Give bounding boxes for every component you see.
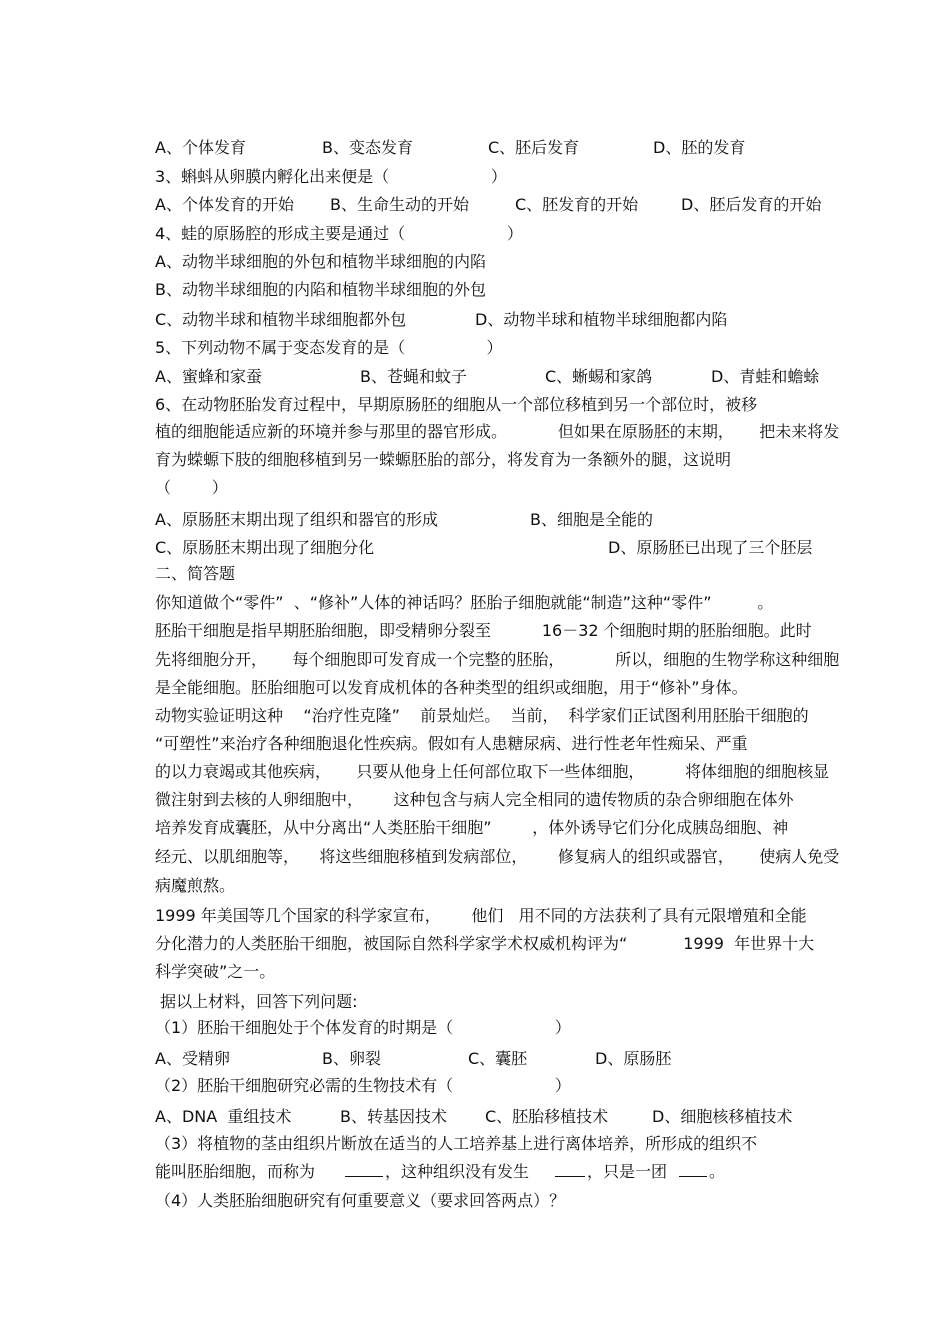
q6-options-ab <box>155 510 865 530</box>
q5-option-d: D、青蛙和蟾蜍 <box>711 367 820 386</box>
sq3-text-d: 。 <box>709 1162 726 1181</box>
q5-option-b: B、苍蝇和蚊子 <box>360 367 467 386</box>
sq3-text-c: ，只是一团 <box>587 1162 668 1181</box>
q4-stem: 4、蛙的原肠腔的形成主要是通过（ ） <box>155 224 523 243</box>
passage-line: 先将细胞分开， 每个细胞即可发育成一个完整的胚胎， 所以，细胞的生物学称这种细胞 <box>155 650 840 669</box>
sq2-option-d: D、细胞核移植技术 <box>652 1107 793 1126</box>
q6-options-cd <box>155 538 865 558</box>
sq2-stem: （2）胚胎干细胞研究必需的生物技术有（ ） <box>155 1076 571 1095</box>
q2-options <box>155 138 865 158</box>
passage-line: 胚胎干细胞是指早期胚胎细胞，即受精卵分裂至 16－32 个细胞时期的胚胎细胞。此时 <box>155 621 812 640</box>
q3-option-b: B、生命生动的开始 <box>330 195 469 214</box>
sq2-option-a: A、DNA 重组技术 <box>155 1107 292 1126</box>
passage2-line: 1999 年美国等几个国家的科学家宣布， 他们 用不同的方法获利了具有元限增殖和全能 <box>155 906 807 925</box>
q2-option-a: A、个体发育 <box>155 138 246 157</box>
q5-stem: 5、下列动物不属于变态发育的是（ ） <box>155 338 503 357</box>
passage-line: “可塑性”来治疗各种细胞退化性疾病。假如有人患糖尿病、进行性老年性痴呆、严重 <box>155 734 748 753</box>
sq1-option-a: A、受精卵 <box>155 1049 230 1068</box>
sq3-line-2 <box>155 1162 865 1182</box>
sq1-option-c: C、囊胚 <box>468 1049 528 1068</box>
sq2-option-b: B、转基因技术 <box>340 1107 447 1126</box>
sq3-blank-1[interactable] <box>345 1162 383 1182</box>
sq2-options <box>155 1107 865 1127</box>
passage-line: 你知道做个“零件” 、“修补”人体的神话吗？胚胎子细胞就能“制造”这种“零件” 。 <box>155 593 774 612</box>
questions-prompt: 据以上材料，回答下列问题: <box>155 992 358 1011</box>
q6-option-b: B、细胞是全能的 <box>530 510 653 529</box>
q2-option-c: C、胚后发育 <box>488 138 580 157</box>
sq3-line-1: （3）将植物的茎由组织片断放在适当的人工培养基上进行离体培养，所形成的组织不 <box>155 1134 758 1153</box>
q4-option-b: B、动物半球细胞的内陷和植物半球细胞的外包 <box>155 280 486 299</box>
q5-option-c: C、蜥蜴和家鸽 <box>545 367 653 386</box>
passage-line: 是全能细胞。胚胎细胞可以发育成机体的各种类型的组织或细胞，用于“修补”身体。 <box>155 678 748 697</box>
q4-option-a: A、动物半球细胞的外包和植物半球细胞的内陷 <box>155 252 486 271</box>
sq3-blank-3[interactable] <box>679 1162 707 1182</box>
q3-option-d: D、胚后发育的开始 <box>681 195 822 214</box>
section-heading: 二、简答题 <box>155 564 236 583</box>
q3-options <box>155 195 865 215</box>
q4-options-cd <box>155 310 865 330</box>
q6-option-c: C、原肠胚末期出现了细胞分化 <box>155 538 375 557</box>
q3-stem: 3、蝌蚪从卵膜内孵化出来便是（ ） <box>155 167 507 186</box>
sq1-option-b: B、卵裂 <box>322 1049 381 1068</box>
q2-option-b: B、变态发育 <box>322 138 413 157</box>
q3-option-c: C、胚发育的开始 <box>515 195 639 214</box>
q5-option-a: A、蜜蜂和家蚕 <box>155 367 262 386</box>
passage-line: 的以力衰竭或其他疾病， 只要从他身上任何部位取下一些体细胞， 将体细胞的细胞核显 <box>155 762 830 781</box>
sq1-option-d: D、原肠胚 <box>595 1049 672 1068</box>
q3-option-a: A、个体发育的开始 <box>155 195 294 214</box>
sq1-options <box>155 1049 865 1069</box>
q5-options <box>155 367 865 387</box>
sq3-blank-2[interactable] <box>555 1162 585 1182</box>
passage-line: 病魔煎熬。 <box>155 876 236 895</box>
sq1-stem: （1）胚胎干细胞处于个体发育的时期是（ ） <box>155 1018 571 1037</box>
q6-answer-bracket: （ ） <box>155 478 228 497</box>
q6-line-3: 育为蝾螈下肢的细胞移植到另一蝾螈胚胎的部分，将发育为一条额外的腿，这说明 <box>155 450 732 469</box>
passage-line: 动物实验证明这种 “治疗性克隆” 前景灿烂。 当前， 科学家们正试图利用胚胎干细胞的 <box>155 706 809 725</box>
passage-line: 培养发育成囊胚，从中分离出“人类胚胎干细胞” ，体外诱导它们分化成胰岛细胞、神 <box>155 818 789 837</box>
sq3-text-a: 能叫胚胎细胞，而称为 <box>155 1162 316 1181</box>
q6-option-a: A、原肠胚末期出现了组织和器官的形成 <box>155 510 438 529</box>
passage-line: 经元、以肌细胞等， 将这些细胞移植到发病部位， 修复病人的组织或器官， 使病人免受 <box>155 847 840 866</box>
q6-line-1: 6、在动物胚胎发育过程中，早期原肠胚的细胞从一个部位移植到另一个部位时，被移 <box>155 395 758 414</box>
passage2-line: 分化潜力的人类胚胎干细胞，被国际自然科学家学术权威机构评为“ 1999 年世界十大 <box>155 934 815 953</box>
sq3-text-b: ，这种组织没有发生 <box>385 1162 530 1181</box>
sq4-stem: （4）人类胚胎细胞研究有何重要意义（要求回答两点）？ <box>155 1191 566 1210</box>
sq2-option-c: C、胚胎移植技术 <box>485 1107 609 1126</box>
q4-option-d: D、动物半球和植物半球细胞都内陷 <box>475 310 728 329</box>
q6-line-2: 植的细胞能适应新的环境并参与那里的器官形成。 但如果在原肠胚的末期， 把未来将发 <box>155 422 840 441</box>
passage-line: 微注射到去核的人卵细胞中， 这种包含与病人完全相同的遗传物质的杂合卵细胞在体外 <box>155 790 794 809</box>
q6-option-d: D、原肠胚已出现了三个胚层 <box>608 538 813 557</box>
q4-option-c: C、动物半球和植物半球细胞都外包 <box>155 310 407 329</box>
passage2-line: 科学突破”之一。 <box>155 962 276 981</box>
q2-option-d: D、胚的发育 <box>653 138 746 157</box>
